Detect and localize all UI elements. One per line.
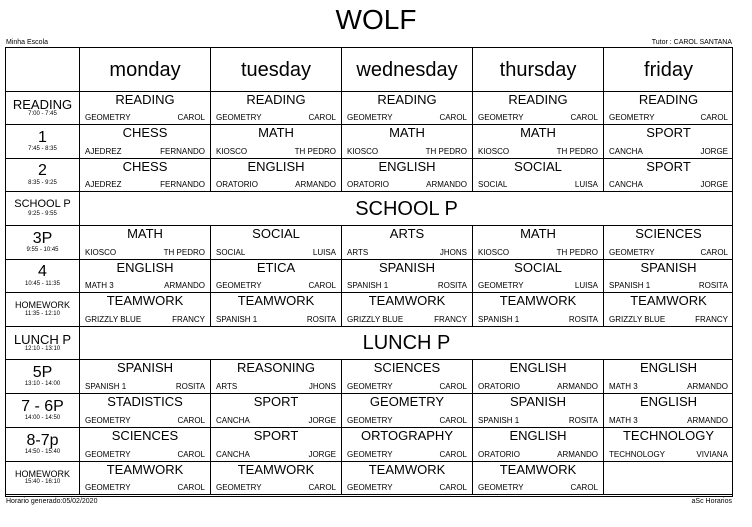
- lesson-room: CANCHA: [216, 416, 250, 425]
- lesson-teacher: JORGE: [700, 180, 728, 189]
- period-label: [6, 428, 79, 462]
- lesson-cell: [472, 159, 603, 192]
- lesson-cell: [341, 92, 472, 125]
- lesson-cell: [603, 260, 733, 293]
- lesson-teacher: ARMANDO: [687, 416, 728, 425]
- lesson-teacher: JORGE: [308, 450, 336, 459]
- lesson-subject: SCIENCES: [373, 360, 441, 375]
- lesson-subject: SPORT: [646, 159, 691, 174]
- lesson-cell: [341, 260, 472, 293]
- lesson-teacher: LUISA: [312, 248, 336, 257]
- lesson-room: GEOMETRY: [478, 281, 524, 290]
- lesson-room: GEOMETRY: [216, 281, 262, 290]
- lesson-subject: ENGLISH: [247, 159, 305, 174]
- lesson-teacher: TH PEDRO: [556, 147, 598, 156]
- lesson-room: KIOSCO: [478, 147, 510, 156]
- period-name: 7 - 6P: [21, 397, 64, 415]
- period-label: [6, 192, 79, 226]
- lesson-cell: [472, 462, 603, 495]
- lesson-cell: [79, 293, 210, 327]
- lesson-subject: SPANISH: [378, 260, 436, 275]
- lesson-cell: [472, 360, 603, 394]
- lesson-subject: CHESS: [122, 159, 168, 174]
- lesson-subject: SPORT: [253, 428, 299, 443]
- lesson-room: GEOMETRY: [478, 113, 524, 122]
- lesson-room: KIOSCO: [216, 147, 248, 156]
- lesson-cell: [603, 394, 733, 428]
- lesson-cell: [341, 293, 472, 327]
- lesson-cell: [79, 360, 210, 394]
- lesson-room: GEOMETRY: [85, 113, 131, 122]
- lesson-teacher: CAROL: [308, 281, 336, 290]
- period-name: HOMEWORK: [15, 300, 70, 311]
- lesson-cell: [472, 260, 603, 293]
- lesson-room: GEOMETRY: [347, 113, 393, 122]
- lesson-subject: TEAMWORK: [237, 462, 315, 477]
- lesson-room: GEOMETRY: [347, 483, 393, 492]
- lesson-room: GEOMETRY: [478, 483, 524, 492]
- lesson-cell: [472, 293, 603, 327]
- lesson-subject: ARTS: [389, 226, 425, 241]
- lesson-teacher: CAROL: [700, 248, 728, 257]
- lesson-teacher: CAROL: [570, 113, 598, 122]
- lesson-cell: [472, 428, 603, 462]
- period-name: 8-7p: [26, 431, 59, 449]
- lesson-cell: [341, 394, 472, 428]
- lesson-subject: TEAMWORK: [237, 293, 315, 308]
- day-header-friday: friday: [603, 48, 733, 92]
- lesson-teacher: JHONS: [308, 382, 336, 391]
- lesson-teacher: CAROL: [439, 483, 467, 492]
- period-time: 14:50 - 15:40: [24, 449, 61, 456]
- period-name: 3P: [32, 229, 53, 247]
- lesson-teacher: CAROL: [439, 450, 467, 459]
- lesson-cell: [603, 159, 733, 192]
- period-label: [6, 394, 79, 428]
- lesson-teacher: CAROL: [177, 450, 205, 459]
- period-label: [6, 360, 79, 394]
- lesson-cell: [210, 462, 341, 495]
- lesson-cell: [341, 428, 472, 462]
- lesson-room: ORATORIO: [347, 180, 389, 189]
- lesson-room: KIOSCO: [478, 248, 510, 257]
- lesson-teacher: TH PEDRO: [163, 248, 205, 257]
- lesson-teacher: CAROL: [308, 483, 336, 492]
- lesson-room: GEOMETRY: [85, 483, 131, 492]
- lesson-room: SPANISH 1: [478, 315, 520, 324]
- lesson-room: SOCIAL: [478, 180, 508, 189]
- period-time: 13:10 - 14:00: [24, 381, 61, 388]
- lesson-teacher: ARMANDO: [557, 450, 598, 459]
- lesson-subject: MATH: [127, 226, 163, 241]
- lesson-cell: [210, 125, 341, 159]
- lesson-teacher: CAROL: [308, 113, 336, 122]
- period-label: [6, 327, 79, 360]
- lesson-teacher: ROSITA: [698, 281, 728, 290]
- lesson-subject: STADISTICS: [107, 394, 183, 409]
- lesson-cell: [603, 125, 733, 159]
- lesson-room: GEOMETRY: [347, 450, 393, 459]
- period-label: [6, 159, 79, 192]
- lesson-teacher: ARMANDO: [295, 180, 336, 189]
- lesson-room: ORATORIO: [478, 450, 520, 459]
- lesson-teacher: LUISA: [574, 180, 598, 189]
- period-name: 5P: [32, 363, 53, 381]
- lesson-cell: [79, 226, 210, 260]
- lesson-subject: TEAMWORK: [106, 462, 184, 477]
- software-name: aSc Horarios: [691, 498, 732, 505]
- lesson-teacher: ARMANDO: [426, 180, 467, 189]
- lesson-subject: SCIENCES: [111, 428, 179, 443]
- lesson-room: KIOSCO: [85, 248, 117, 257]
- lesson-room: TECHNOLOGY: [609, 450, 666, 459]
- period-name: HOMEWORK: [15, 468, 70, 479]
- lesson-subject: ETICA: [256, 260, 296, 275]
- lesson-teacher: FRANCY: [172, 315, 205, 324]
- lesson-subject: READING: [508, 92, 568, 107]
- lesson-room: CANCHA: [609, 180, 643, 189]
- lesson-cell: [79, 159, 210, 192]
- lesson-teacher: TH PEDRO: [556, 248, 598, 257]
- lesson-subject: READING: [638, 92, 699, 107]
- lesson-subject: SPORT: [253, 394, 299, 409]
- lesson-teacher: ROSITA: [568, 315, 598, 324]
- lesson-room: GEOMETRY: [216, 483, 262, 492]
- period-time: 8:35 - 9:25: [28, 179, 57, 186]
- lesson-subject: MATH: [258, 125, 294, 140]
- lesson-cell: [79, 394, 210, 428]
- lesson-teacher: CAROL: [439, 382, 467, 391]
- lesson-cell: [210, 293, 341, 327]
- lesson-cell: [472, 226, 603, 260]
- period-label: [6, 125, 79, 159]
- lesson-subject: SPANISH: [509, 394, 567, 409]
- lesson-cell: [603, 428, 733, 462]
- lesson-teacher: ROSITA: [437, 281, 467, 290]
- lesson-cell: [603, 226, 733, 260]
- lesson-room: SPANISH 1: [347, 281, 389, 290]
- lesson-teacher: ARMANDO: [164, 281, 205, 290]
- period-label: [6, 260, 79, 293]
- lesson-room: SPANISH 1: [478, 416, 520, 425]
- lesson-room: SOCIAL: [216, 248, 246, 257]
- lesson-cell: [210, 159, 341, 192]
- lesson-teacher: CAROL: [177, 483, 205, 492]
- lesson-cell: [603, 293, 733, 327]
- period-time: 11:35 - 12:10: [25, 310, 60, 317]
- lesson-teacher: JORGE: [700, 147, 728, 156]
- lesson-cell: [210, 394, 341, 428]
- lesson-subject: ENGLISH: [116, 260, 174, 275]
- lesson-room: MATH 3: [609, 382, 638, 391]
- lesson-teacher: JHONS: [439, 248, 467, 257]
- lesson-room: SPANISH 1: [85, 382, 127, 391]
- period-time: 14:00 - 14:50: [24, 415, 61, 422]
- lesson-subject: MATH: [520, 125, 556, 140]
- lesson-teacher: FERNANDO: [160, 147, 205, 156]
- lesson-subject: ENGLISH: [509, 428, 567, 443]
- lesson-teacher: CAROL: [177, 416, 205, 425]
- lesson-subject: TEAMWORK: [106, 293, 184, 308]
- lesson-room: AJEDREZ: [85, 147, 122, 156]
- lesson-teacher: CAROL: [177, 113, 205, 122]
- lesson-subject: SPANISH: [116, 360, 174, 375]
- period-name: 4: [38, 263, 47, 281]
- lesson-cell: [603, 360, 733, 394]
- lesson-subject: TEAMWORK: [368, 293, 446, 308]
- lesson-teacher: TH PEDRO: [294, 147, 336, 156]
- period-label: [6, 462, 79, 495]
- lesson-teacher: LUISA: [574, 281, 598, 290]
- lesson-subject: SCIENCES: [635, 226, 702, 241]
- lesson-subject: MATH: [389, 125, 425, 140]
- lesson-teacher: FERNANDO: [160, 180, 205, 189]
- lesson-cell: [341, 462, 472, 495]
- lesson-cell: [79, 125, 210, 159]
- period-name: LUNCH P: [13, 331, 72, 347]
- lesson-cell: [341, 360, 472, 394]
- empty-lesson-cell: [603, 462, 733, 495]
- lesson-room: SPANISH 1: [216, 315, 258, 324]
- lesson-subject: SPANISH: [640, 260, 697, 275]
- lesson-cell: [210, 360, 341, 394]
- lesson-cell: [210, 226, 341, 260]
- period-name: 1: [38, 128, 47, 146]
- period-label: [6, 92, 79, 125]
- lesson-cell: [210, 428, 341, 462]
- lesson-subject: CHESS: [122, 125, 168, 140]
- period-time: 9:25 - 9:55: [28, 210, 57, 217]
- period-time: 15:40 - 16:10: [24, 479, 61, 486]
- lesson-teacher: CAROL: [570, 483, 598, 492]
- lesson-teacher: TH PEDRO: [425, 147, 467, 156]
- lesson-room: ARTS: [216, 382, 238, 391]
- lesson-subject: READING: [377, 92, 437, 107]
- lesson-room: GEOMETRY: [347, 382, 393, 391]
- tutor-name: Tutor : CAROL SANTANA: [651, 39, 732, 46]
- page-title: WOLF: [335, 4, 417, 35]
- lesson-subject: ENGLISH: [639, 360, 698, 375]
- lesson-subject: TEAMWORK: [368, 462, 446, 477]
- generated-date: Horario generado:05/02/2020: [6, 498, 98, 505]
- lesson-room: CANCHA: [216, 450, 250, 459]
- lesson-room: ORATORIO: [216, 180, 258, 189]
- lesson-subject: TEAMWORK: [630, 293, 707, 308]
- lesson-teacher: JORGE: [308, 416, 336, 425]
- lesson-teacher: ROSITA: [306, 315, 336, 324]
- corner-cell: [6, 48, 79, 92]
- lesson-cell: [472, 394, 603, 428]
- lesson-teacher: CAROL: [700, 113, 728, 122]
- period-name: SCHOOL P: [14, 198, 71, 211]
- lesson-subject: ENGLISH: [378, 159, 436, 174]
- lesson-cell: [472, 125, 603, 159]
- lesson-teacher: ARMANDO: [557, 382, 598, 391]
- lesson-room: GEOMETRY: [216, 113, 262, 122]
- lesson-cell: [341, 125, 472, 159]
- lesson-room: GEOMETRY: [85, 450, 131, 459]
- lesson-subject: ENGLISH: [639, 394, 698, 409]
- period-name: READING: [12, 96, 73, 112]
- school-name: Minha Escola: [6, 39, 49, 46]
- lesson-teacher: ROSITA: [568, 416, 598, 425]
- lesson-room: GRIZZLY BLUE: [85, 315, 142, 324]
- lesson-subject: ORTOGRAPHY: [361, 428, 453, 443]
- lesson-room: ORATORIO: [478, 382, 520, 391]
- lesson-subject: SOCIAL: [514, 159, 562, 174]
- lesson-teacher: ROSITA: [175, 382, 205, 391]
- lesson-subject: SPORT: [646, 125, 691, 140]
- lesson-subject: SOCIAL: [514, 260, 562, 275]
- lesson-cell: [210, 92, 341, 125]
- day-header-monday: monday: [79, 48, 210, 92]
- period-time: 12:10 - 13:10: [24, 346, 61, 353]
- lesson-room: GRIZZLY BLUE: [609, 315, 666, 324]
- lesson-cell: [341, 159, 472, 192]
- period-time: 9:55 - 10:45: [26, 247, 59, 254]
- day-header-thursday: thursday: [472, 48, 603, 92]
- period-label: [6, 226, 79, 260]
- lesson-room: GEOMETRY: [609, 248, 655, 257]
- lesson-subject: SOCIAL: [252, 226, 300, 241]
- lesson-room: CANCHA: [609, 147, 643, 156]
- lesson-subject: READING: [246, 92, 306, 107]
- period-label: [6, 293, 79, 327]
- lesson-room: GEOMETRY: [609, 113, 655, 122]
- lesson-room: MATH 3: [85, 281, 114, 290]
- lesson-teacher: FRANCY: [434, 315, 467, 324]
- lesson-room: GRIZZLY BLUE: [347, 315, 404, 324]
- lesson-room: KIOSCO: [347, 147, 379, 156]
- lesson-subject: MATH: [520, 226, 556, 241]
- timetable-grid: [5, 47, 733, 497]
- break-banner: LUNCH P: [79, 327, 733, 360]
- lesson-subject: TECHNOLOGY: [622, 428, 714, 443]
- lesson-room: MATH 3: [609, 416, 638, 425]
- period-time: 10:45 - 11:35: [25, 280, 60, 287]
- break-banner: SCHOOL P: [79, 192, 733, 226]
- day-header-wednesday: wednesday: [341, 48, 472, 92]
- lesson-cell: [341, 226, 472, 260]
- lesson-teacher: FRANCY: [695, 315, 728, 324]
- period-time: 7:45 - 8:35: [28, 146, 57, 153]
- lesson-room: SPANISH 1: [609, 281, 651, 290]
- lesson-subject: READING: [115, 92, 175, 107]
- lesson-teacher: CAROL: [439, 113, 467, 122]
- lesson-cell: [603, 92, 733, 125]
- lesson-subject: TEAMWORK: [499, 293, 577, 308]
- lesson-teacher: CAROL: [439, 416, 467, 425]
- lesson-subject: ENGLISH: [509, 360, 567, 375]
- period-time: 7:00 - 7:45: [28, 111, 57, 118]
- lesson-room: AJEDREZ: [85, 180, 122, 189]
- lesson-cell: [472, 92, 603, 125]
- day-header-tuesday: tuesday: [210, 48, 341, 92]
- lesson-subject: REASONING: [236, 360, 315, 375]
- lesson-cell: [210, 260, 341, 293]
- lesson-cell: [79, 428, 210, 462]
- lesson-subject: GEOMETRY: [369, 394, 445, 409]
- lesson-teacher: ARMANDO: [687, 382, 728, 391]
- lesson-room: GEOMETRY: [347, 416, 393, 425]
- lesson-cell: [79, 462, 210, 495]
- lesson-subject: TEAMWORK: [499, 462, 577, 477]
- period-name: 2: [38, 162, 47, 180]
- lesson-room: GEOMETRY: [85, 416, 131, 425]
- lesson-cell: [79, 260, 210, 293]
- lesson-room: ARTS: [347, 248, 369, 257]
- lesson-teacher: VIVIANA: [696, 450, 728, 459]
- lesson-cell: [79, 92, 210, 125]
